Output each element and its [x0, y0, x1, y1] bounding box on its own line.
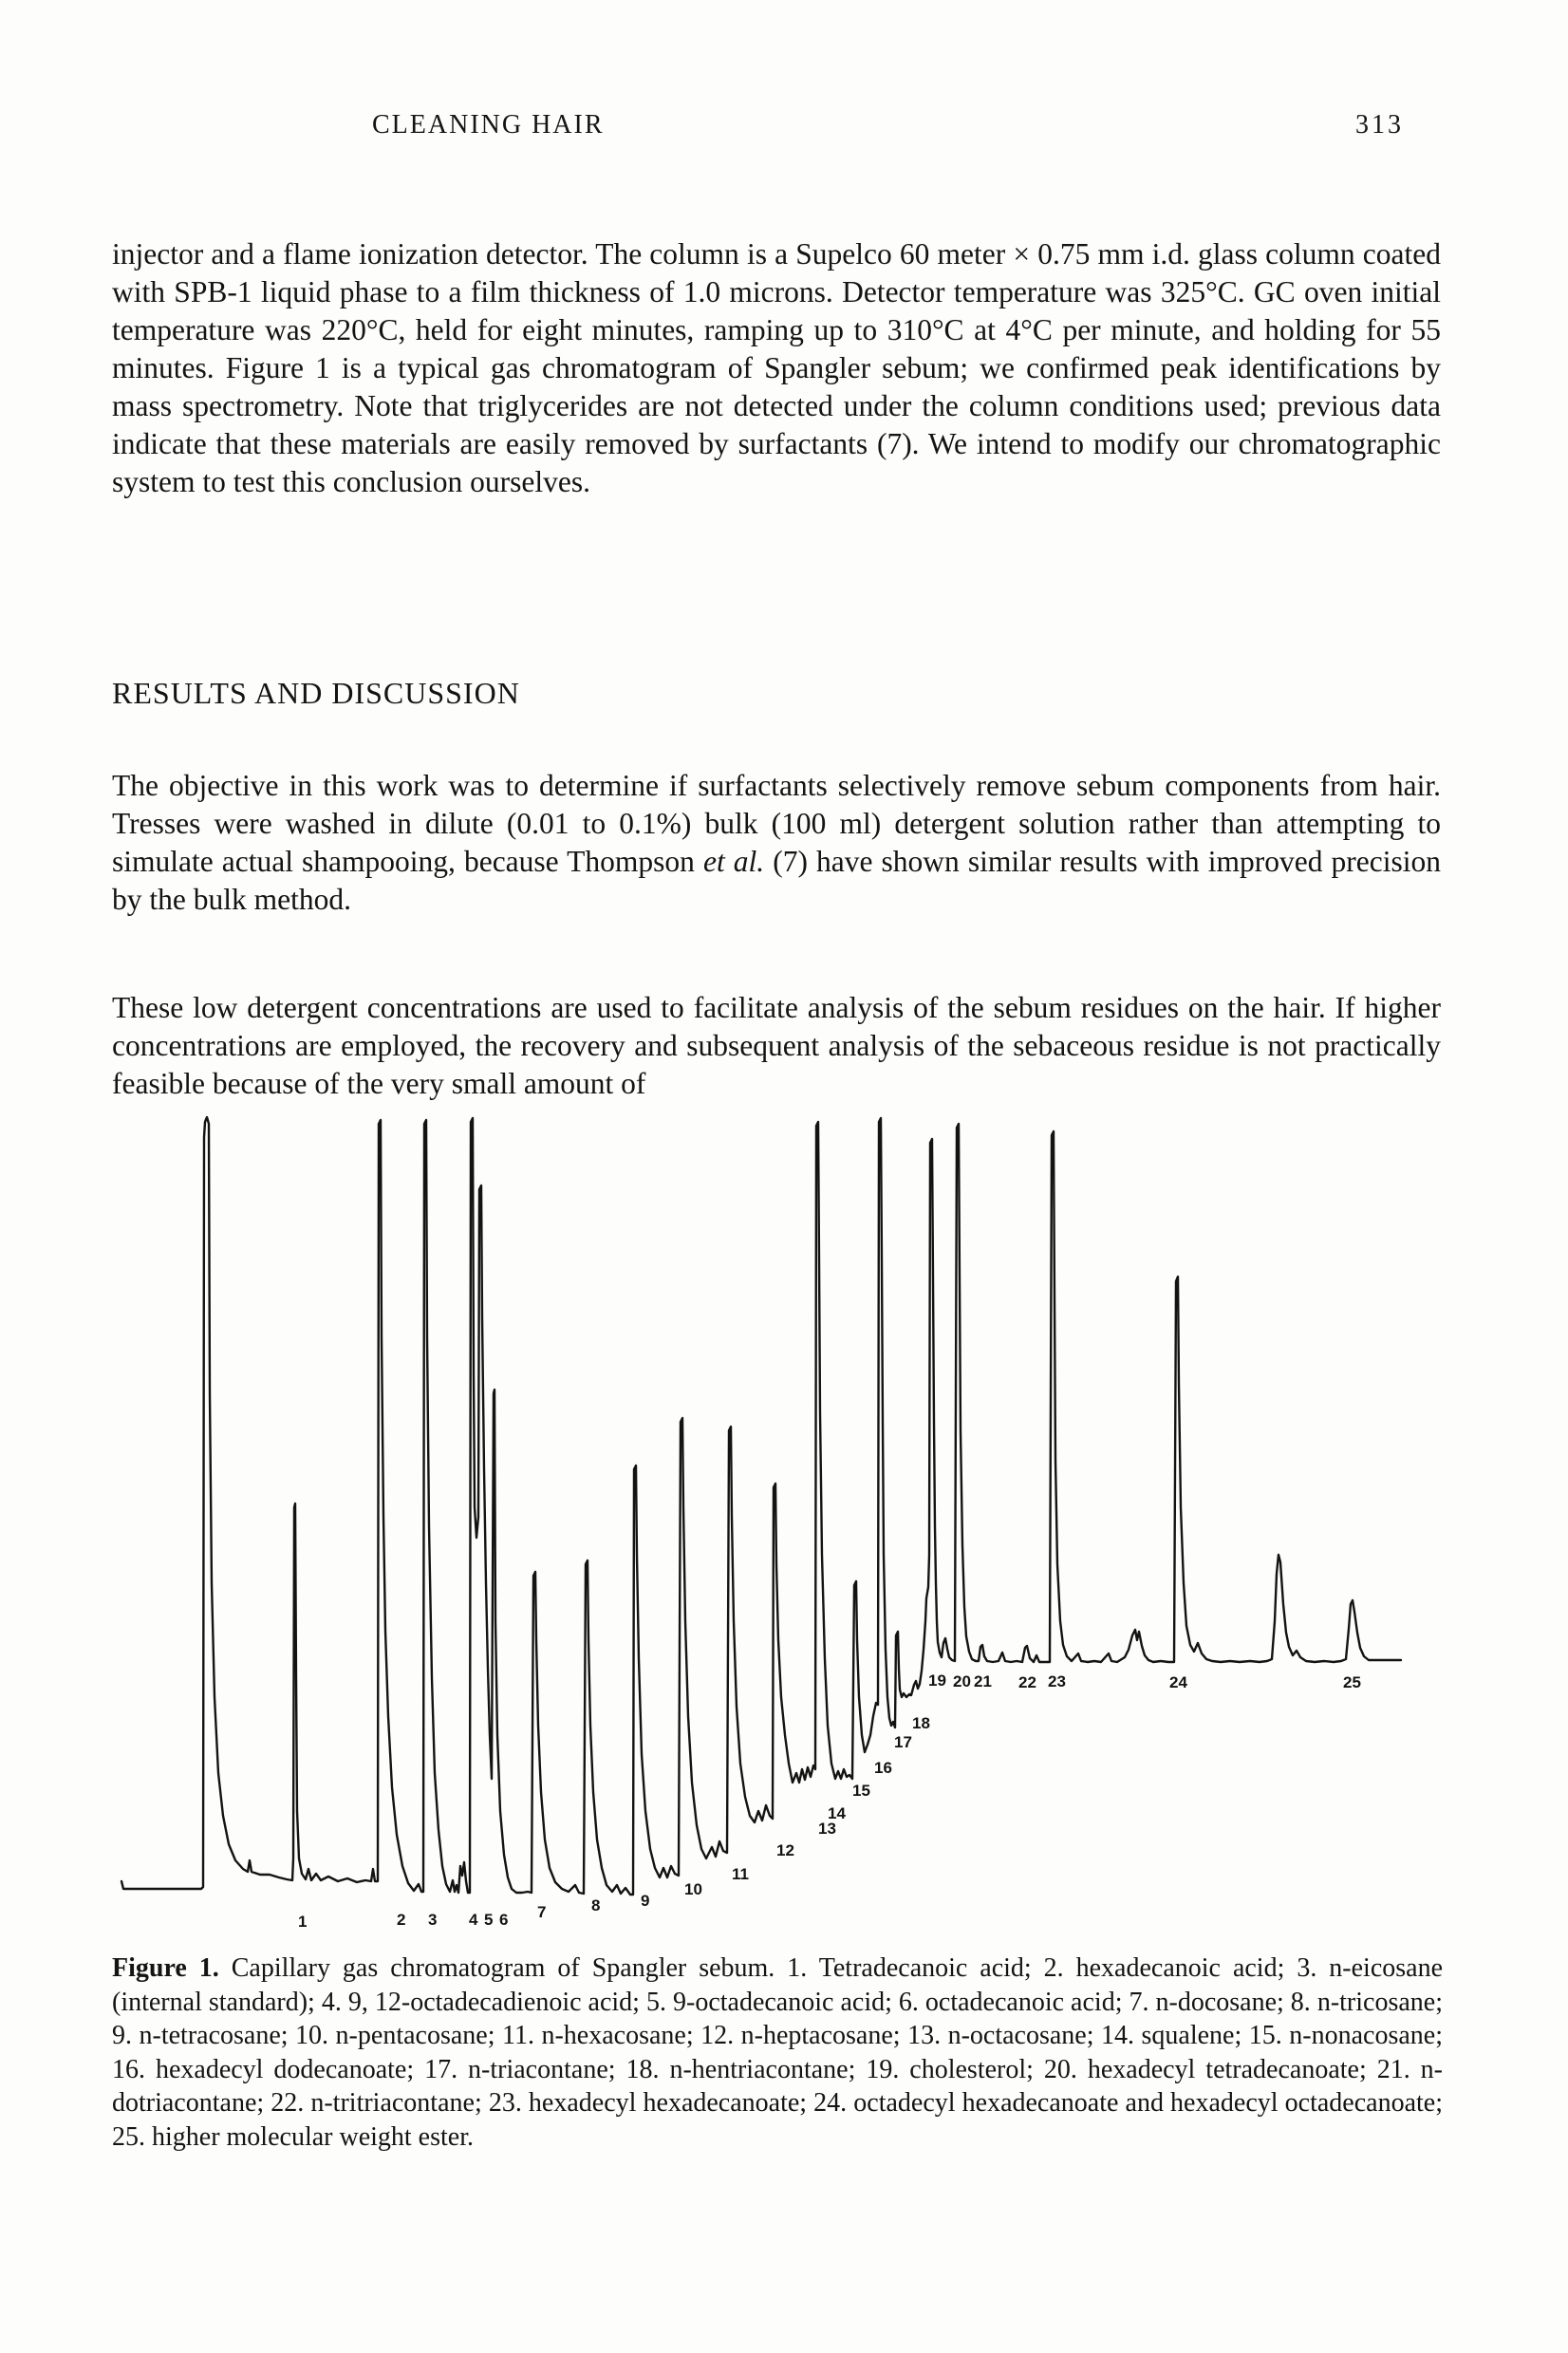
paragraph-2 [112, 767, 1441, 919]
peak-label-18: 18 [912, 1714, 930, 1732]
peak-label-21: 21 [974, 1672, 992, 1690]
peak-label-9: 9 [641, 1892, 650, 1910]
paragraph-1: injector and a flame ionization detector. The column is a Supelco 60 meter × 0.75 mm i.d. glass column coated with SPB-1 liquid phase to a film thickness of 1.0 microns. Detector temperature was 325°C. GC oven initial temperature was 220°C, held for eight minutes, ramping up to 310°C at 4°C per minute, and holding for 55 minutes. Figure 1 is a typical gas chromatogram of Spangler sebum; we confirmed peak identifications by mass spectrometry. Note that triglycerides are not detected under the column conditions used; previous data indicate that these materials are easily removed by surfactants (7). We intend to modify our chromatographic system to test this conclusion ourselves. [112, 236, 1441, 498]
peak-label-15: 15 [852, 1782, 870, 1800]
peak-label-2: 2 [397, 1911, 406, 1929]
peak-label-19: 19 [928, 1671, 946, 1690]
peak-label-10: 10 [684, 1880, 702, 1898]
paragraph-2-text: The objective in this work was to determine if surfactants selectively remove sebum components from hair. Tresses were washed in dilute (0.01 to 0.1%) bulk (100 ml) detergent solution rather than attempting to simulate actual shampooing, because Thompson [112, 768, 1441, 878]
peak-label-16: 16 [874, 1759, 892, 1777]
chromatogram-plot [114, 1109, 1407, 1946]
section-heading: RESULTS AND DISCUSSION [112, 676, 520, 710]
paragraph-3: These low detergent concentrations are used to facilitate analysis of the sebum residues on the hair. If higher concentrations are employed, the recovery and subsequent analysis of the sebaceous residue is not practically feasible because of the very small amount of [112, 990, 1441, 1100]
peak-label-25: 25 [1343, 1673, 1361, 1691]
peak-label-6: 6 [499, 1911, 509, 1929]
peak-label-13: 13 [818, 1820, 836, 1838]
chromatogram-trace [121, 1117, 1401, 1895]
page-number: 313 [1355, 110, 1404, 140]
paragraph-2-et-al: et al. [702, 844, 765, 878]
peak-label-5: 5 [484, 1911, 494, 1929]
caption-label: Figure 1. [112, 1953, 219, 1983]
peak-label-12: 12 [776, 1841, 794, 1859]
peak-label-22: 22 [1018, 1673, 1036, 1691]
caption-text: Capillary gas chromatogram of Spangler sebum. 1. Tetradecanoic acid; 2. hexadecanoic acid; 3. n-eicosane (internal standard); 4. 9, 12-octadecadienoic acid; 5. 9-octadecanoic acid; 6. octadecanoic acid; 7. n-docosane; 8. n-tricosane; 9. n-tetracosane; 10. n-pentacosane; 11. n-hexacosane; 12. n-heptacosane; 13. n-octacosane; 14. squalene; 15. n-nonacosane; 16. hexadecyl dodecanoate; 17. n-triacontane; 18. n-hentriacontane; 19. cholesterol; 20. hexadecyl tetradecanoate; 21. n-dotriacontane; 22. n-tritriacontane; 23. hexadecyl hexadecanoate; 24. octadecyl hexadecanoate and hexadecyl octadecanoate; 25. higher molecular weight ester. [112, 1953, 1443, 2152]
peak-label-3: 3 [428, 1911, 438, 1929]
peak-label-24: 24 [1169, 1673, 1187, 1691]
peak-label-14: 14 [828, 1804, 846, 1822]
peak-label-17: 17 [894, 1733, 912, 1751]
peak-label-8: 8 [591, 1896, 601, 1914]
peak-label-20: 20 [953, 1672, 971, 1690]
peak-label-1: 1 [298, 1913, 308, 1931]
paragraph-2-text-end: (7) have shown similar results with improved precision by the bulk method. [112, 844, 1441, 916]
figure-chromatogram [114, 1109, 1407, 1946]
figure-caption [112, 1951, 1443, 2154]
peak-label-7: 7 [537, 1903, 547, 1921]
running-title: CLEANING HAIR [372, 110, 605, 140]
peak-label-4: 4 [469, 1911, 478, 1929]
peak-label-11: 11 [732, 1865, 749, 1883]
peak-label-23: 23 [1048, 1672, 1066, 1690]
